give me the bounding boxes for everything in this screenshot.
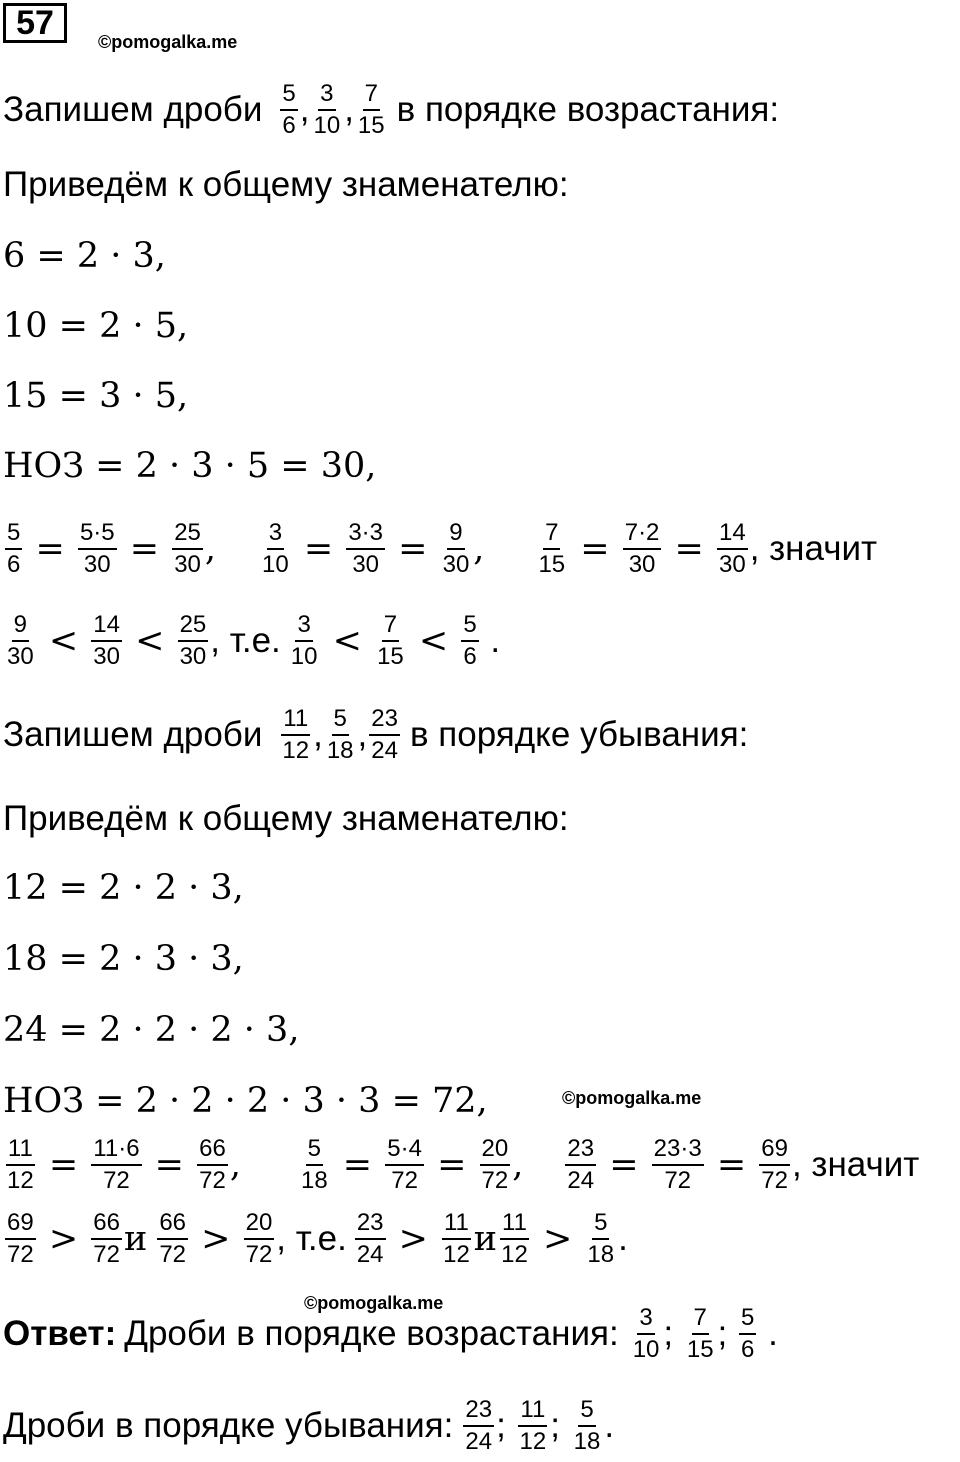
fraction: $\frac{66}{72}$ [159,1209,187,1268]
fraction: $\frac{11\cdot 6}{72}$ [93,1135,140,1194]
part1-intro-after: в порядке возрастания: [396,90,780,129]
fraction: $\frac{11}{12}$ [282,705,310,764]
te-text: , т.е. [276,1219,347,1258]
part2-conversions: $\frac{11}{12}$ = $\frac{11\cdot 6}{72}$ = $\frac{66}{72}$ , $\frac{5}{18}$ = $\frac{5\cdot 4}{72}$ = $\frac{20}{72}$ , $\frac{23}{24}$ = $\frac{23\cdot 3}{72}$ = $\frac{69}{72}$ , значит [7,1135,920,1194]
part1-lcd: НОЗ = 2 · 3 · 5 = 30, [3,446,377,486]
fraction: $\frac{20}{72}$ [481,1135,509,1194]
fraction: $\frac{5\cdot 5}{30}$ [79,519,115,578]
part1-common-denominator: Приведём к общему знаменателю: [3,165,569,204]
part2-common-denominator: Приведём к общему знаменателю: [3,799,569,838]
part2-lcd: НОЗ = 2 · 2 · 2 · 3 · 3 = 72, [3,1081,488,1121]
answer-descending-text: Дроби в порядке убывания: [3,1406,454,1445]
fraction: $\frac{7}{15}$ [686,1304,714,1363]
fraction: $\frac{7\cdot 2}{30}$ [624,519,660,578]
part2-factorization: 24 = 2 · 2 · 2 · 3, [3,1010,300,1050]
fraction: $\frac{23}{24}$ [567,1135,595,1194]
watermark-top: ©pomogalka.me [98,32,238,52]
fraction: $\frac{5}{18}$ [573,1396,601,1455]
part2-factorization: 12 = 2 · 2 · 3, [3,868,244,908]
part2-factorization: 18 = 2 · 3 · 3, [3,939,244,979]
fraction: $\frac{11}{12}$ [519,1396,547,1455]
part2-intro-before: Запишем дроби [3,715,263,754]
part2-comparison: $\frac{69}{72}$ > $\frac{66}{72}$ и $\frac{66}{72}$ > $\frac{20}{72}$ , т.е. $\frac{23}{24}$ > $\frac{11}{12}$ и $\frac{11}{12}$ > $\frac{5}{18}$ . [7,1209,628,1268]
watermark-middle: ©pomogalka.me [562,1088,702,1108]
fraction: $\frac{23\cdot 3}{72}$ [653,1135,702,1194]
fraction: $\frac{14}{30}$ [718,519,746,578]
part2-intro-after: в порядке убывания: [409,715,749,754]
fraction: $\frac{5}{18}$ [326,705,354,764]
fraction: $\frac{66}{72}$ [199,1135,226,1194]
fraction: $\frac{66}{72}$ [93,1209,120,1268]
part1-factorization: 15 = 3 · 5, [3,376,189,416]
fraction: $\frac{7}{15}$ [357,80,385,139]
part2-intro: Запишем дроби $\frac{11}{12}$ , $\frac{5}{18}$ , $\frac{23}{24}$ в порядке убывания: [3,705,749,764]
fraction: $\frac{5\cdot 4}{72}$ [387,1135,422,1194]
fraction: $\frac{3}{10}$ [262,519,289,578]
fraction: $\frac{5}{6}$ [463,611,477,670]
fraction: $\frac{5}{6}$ [282,80,296,139]
fraction: $\frac{9}{30}$ [7,611,34,670]
fraction: $\frac{20}{72}$ [245,1209,273,1268]
part1-intro: Запишем дроби $\frac{5}{6}$ , $\frac{3}{10}$ , $\frac{7}{15}$ в порядке возрастания: [3,80,780,139]
fraction: $\frac{7}{15}$ [538,519,566,578]
answer-label: Ответ: [3,1314,117,1353]
fraction: $\frac{3\cdot 3}{30}$ [348,519,384,578]
fraction: $\frac{5}{6}$ [7,519,21,578]
fraction: $\frac{11}{12}$ [443,1209,470,1268]
fraction: $\frac{5}{18}$ [300,1135,328,1194]
fraction: $\frac{3}{10}$ [290,611,318,670]
answer-ascending: Ответ: Дроби в порядке возрастания: $\frac{3}{10}$ ; $\frac{7}{15}$ ; $\frac{5}{6}$ . [3,1304,778,1363]
te-text: , т.е. [210,621,281,660]
part1-intro-before: Запишем дроби [3,90,263,129]
fraction: $\frac{25}{30}$ [179,611,207,670]
and-word: и [123,1219,148,1259]
part1-conversions: $\frac{5}{6}$ = $\frac{5\cdot 5}{30}$ = $\frac{25}{30}$ , $\frac{3}{10}$ = $\frac{3\cdot 3}{30}$ = $\frac{9}{30}$ , $\frac{7}{15}$ = $\frac{7\cdot 2}{30}$ = $\frac{14}{30}$ , значит [7,519,878,578]
fraction: $\frac{11}{12}$ [501,1209,528,1268]
problem-number: 57 [3,3,67,43]
and-word: и [473,1219,498,1259]
fraction: $\frac{5}{18}$ [587,1209,615,1268]
fraction: $\frac{3}{10}$ [313,80,341,139]
fraction: $\frac{23}{24}$ [356,1209,384,1268]
fraction: $\frac{11}{12}$ [7,1135,34,1194]
part1-comparison: $\frac{9}{30}$ < $\frac{14}{30}$ < $\frac{25}{30}$ , т.е. $\frac{3}{10}$ < $\frac{7}{15}$ < $\frac{5}{6}$ . [7,611,501,670]
fraction: $\frac{5}{6}$ [741,1304,755,1363]
answer-ascending-text: Дроби в порядке возрастания: [124,1314,619,1353]
fraction: $\frac{3}{10}$ [632,1304,660,1363]
watermark-bottom: ©pomogalka.me [304,1293,444,1313]
fraction: $\frac{23}{24}$ [371,705,398,764]
fraction: $\frac{69}{72}$ [761,1135,788,1194]
fraction: $\frac{25}{30}$ [174,519,201,578]
fraction: $\frac{14}{30}$ [93,611,120,670]
answer-descending: Дроби в порядке убывания: $\frac{23}{24}$ ; $\frac{11}{12}$ ; $\frac{5}{18}$ . [3,1396,615,1455]
fraction: $\frac{7}{15}$ [377,611,404,670]
fraction: $\frac{23}{24}$ [465,1396,493,1455]
part1-factorization: 6 = 2 · 3, [3,236,166,276]
znachit-text: , значит [749,529,878,568]
fraction: $\frac{69}{72}$ [7,1209,34,1268]
fraction: $\frac{9}{30}$ [442,519,470,578]
znachit-text: , значит [791,1145,920,1184]
part1-factorization: 10 = 2 · 5, [3,306,189,346]
